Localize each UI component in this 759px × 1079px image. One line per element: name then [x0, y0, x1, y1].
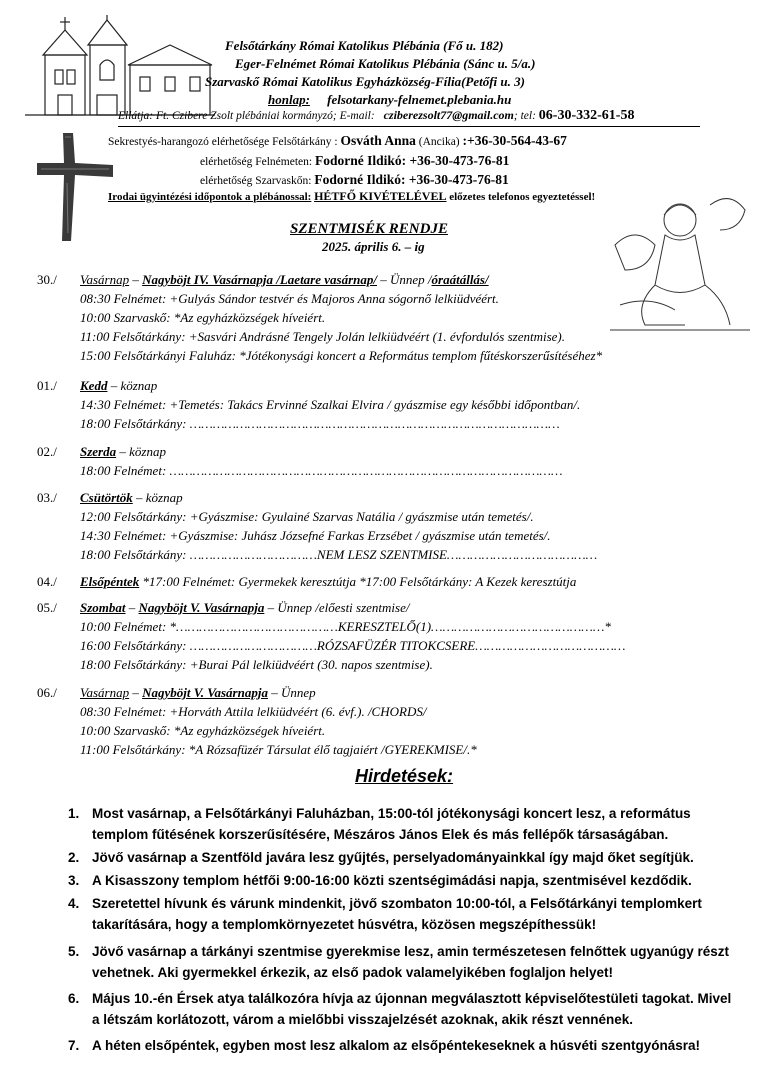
announcement-text: Most vasárnap, a Felsőtárkányi Faluházban, 15:00-tól jótékonysági koncert lesz, a református templom fűtésének korszerűsítésére, Mészáros János Elek és más fellépők társaságában. — [92, 806, 691, 842]
mass-line: 11:00 Felsőtárkány: +Sasvári Andrásné Tengely Jolán lelkiüdvéért (1. évfordulós szentmise). — [80, 329, 565, 344]
schedule-subtitle: 2025. április 6. – ig — [322, 239, 425, 254]
header-line-2: Eger-Felnémet Római Katolikus Plébánia (Sánc u. 5/a.) — [235, 56, 536, 71]
announcement-number: 4. — [68, 896, 80, 911]
announcement-text: Szeretettel hívunk és várunk mindenkit, jövő szombaton 10:00-tól, a Felsőtárkányi templomkert takarítására, hogy a templomkörnyezetet húsvétra, közösen megszépíthessük! — [92, 896, 702, 932]
announcement-text: Jövő vasárnap a Szentföld javára lesz gyűjtés, perselyadományainkkal így majd őket segítjük. — [92, 850, 694, 865]
header-divider — [118, 126, 700, 127]
announcement-item — [68, 803, 738, 845]
mass-line: 15:00 Felsőtárkányi Faluház: *Jótékonysági koncert a Református templom fűtéskorszerűsítéséhez* — [80, 348, 603, 363]
office-hours — [108, 189, 595, 204]
day-note: óraátállás/ — [431, 272, 489, 287]
day-name: Szombat — [80, 600, 126, 615]
day-number: 01./ — [37, 378, 57, 393]
mass-line: 18:00 Felsőtárkány: ……………………………NEM LESZ SZENTMISE………………………………… — [80, 547, 598, 562]
contact-1-name: Osváth Anna — [340, 133, 416, 148]
day-heading — [80, 685, 316, 701]
prodigal-son-illustration — [610, 185, 750, 335]
day-heading — [80, 600, 410, 616]
contact-3-label: elérhetőség Szarvaskőn: — [200, 175, 312, 187]
homepage-label: honlap: — [268, 92, 310, 107]
mass-line: 10:00 Felnémet: *……………………………………KERESZTELŐ(1)………………………………………* — [80, 619, 611, 634]
day-sep: – — [129, 272, 143, 287]
contact-2-value: Fodorné Ildikó: +36-30-473-76-81 — [314, 153, 510, 168]
day-sep: – — [125, 600, 139, 615]
announcements-title: Hirdetések: — [355, 766, 454, 786]
day-number: 05./ — [37, 600, 57, 615]
announcement-number: 7. — [68, 1038, 80, 1053]
mass-line: 18:00 Felsőtárkány: +Burai Pál lelkiüdvéért (30. napos szentmise). — [80, 657, 433, 672]
day-feast: Nagyböjt V. Vasárnapja — [142, 685, 268, 700]
day-name: Vasárnap — [80, 685, 130, 700]
announcement-number: 1. — [68, 806, 80, 821]
day-name: Vasárnap — [80, 272, 130, 287]
day-events: *17:00 Felnémet: Gyermekek keresztútja *17:00 Felsőtárkány: A Kezek keresztútja — [139, 574, 577, 589]
contact-1-label: Sekrestyés-harangozó elérhetősége Felsőtárkány : — [108, 136, 338, 148]
day-number: 04./ — [37, 574, 57, 589]
day-number: 30./ — [37, 272, 57, 287]
office-bold: HÉTFŐ KIVÉTELÉVEL — [314, 189, 447, 203]
admin-prefix: Ellátja: Ft. Czibere Zsolt plébániai kormányzó; E-mail: — [118, 110, 375, 122]
announcement-number: 2. — [68, 850, 80, 865]
homepage-link[interactable]: felsotarkany-felnemet.plebania.hu — [327, 92, 512, 107]
day-sep: – — [129, 685, 143, 700]
admin-email[interactable]: cziberezsolt77@gmail.com — [383, 108, 514, 122]
homepage-line — [268, 92, 511, 108]
announcement-item — [68, 893, 738, 935]
announcement-text: A héten elsőpéntek, egyben most lesz alkalom az elsőpéntekeseknek a húsvéti szentgyónásra! — [92, 1038, 700, 1053]
mass-line: 11:00 Felsőtárkány: *A Rózsafüzér Társulat élő tagjaiért /GYEREKMISE/.* — [80, 742, 477, 757]
announcement-text: Jövő vasárnap a tárkányi szentmise gyerekmise lesz, amin természetesen felnőttek ugyanúgy részt vehetnek. Aki gyermekkel érkezik, az első padok valamelyikében foglaljon helyet! — [92, 944, 730, 980]
mass-line: 18:00 Felsőtárkány: …………………………………………………………………………………… — [80, 416, 560, 431]
day-heading — [80, 444, 166, 460]
announcement-text: A Kisasszony templom hétfői 9:00-16:00 közti szentségimádási napja, szentmisével kezdődik. — [92, 873, 692, 888]
contact-sacristan — [108, 133, 567, 149]
schedule-title: SZENTMISÉK RENDJE — [290, 221, 448, 237]
day-feast: Nagyböjt IV. Vasárnapja /Laetare vasárnap/ — [142, 272, 377, 287]
day-heading — [80, 490, 183, 506]
office-post: előzetes telefonos egyeztetéssel! — [446, 191, 596, 203]
admin-phone: 06-30-332-61-58 — [538, 108, 635, 123]
header-line-3: Szarvaskő Római Katolikus Egyházközség-Fília(Petőfi u. 3) — [205, 74, 525, 89]
contact-2-label: elérhetőség Felnémeten: — [200, 156, 313, 168]
announcement-number: 5. — [68, 944, 80, 959]
day-type: – Ünnep — [267, 685, 316, 700]
announcement-text: Május 10.-én Érsek atya találkozóra hívja az újonnan megválasztott képviselőtestületi tagokat. Mivel a létszám korlátozott, várom a mielőbbi visszajelzését azoknak, akik részt vennének. — [92, 991, 732, 1027]
mass-line: 10:00 Szarvaskő: *Az egyházközségek híveiért. — [80, 310, 326, 325]
mass-line: 14:30 Felnémet: +Gyászmise: Juhász Józsefné Farkas Erzsébet / gyászmise után temetés/. — [80, 528, 551, 543]
day-feast: Nagyböjt V. Vasárnapja — [138, 600, 265, 615]
mass-line: 08:30 Felnémet: +Horváth Attila lelkiüdvéért (6. évf.). /CHORDS/ — [80, 704, 427, 719]
announcement-item — [68, 847, 738, 868]
mass-line: 18:00 Felnémet: ………………………………………………………………………………………… — [80, 463, 563, 478]
day-number: 06./ — [37, 685, 57, 700]
cross-icon — [35, 133, 115, 243]
church-illustration — [25, 15, 215, 120]
announcement-item — [68, 941, 738, 983]
announcement-number: 6. — [68, 991, 80, 1006]
contact-3-value: Fodorné Ildikó: +36-30-473-76-81 — [314, 172, 509, 187]
day-type: – Ünnep / — [377, 272, 432, 287]
header-line-1: Felsőtárkány Római Katolikus Plébánia (Fő u. 182) — [225, 38, 504, 53]
contact-1-phone: :+36-30-564-43-67 — [462, 133, 567, 148]
mass-line: 08:30 Felnémet: +Gulyás Sándor testvér és Majoros Anna sógornő lelkiüdvéért. — [80, 291, 499, 306]
day-number: 03./ — [37, 490, 57, 505]
day-name: Csütörtök — [80, 490, 133, 505]
day-number: 02./ — [37, 444, 57, 459]
mass-line: 12:00 Felsőtárkány: +Gyászmise: Gyulainé Szarvas Natália / gyászmise után temetés/. — [80, 509, 534, 524]
contact-szarvasko — [200, 172, 509, 188]
day-type: – köznap — [132, 490, 183, 505]
day-heading — [80, 378, 157, 394]
announcement-number: 3. — [68, 873, 80, 888]
day-type: – köznap — [107, 378, 158, 393]
announcement-item — [68, 988, 738, 1030]
contact-felnemet — [200, 153, 509, 169]
day-name: Elsőpéntek — [80, 574, 140, 589]
admin-tel-label: ; tel: — [513, 110, 536, 122]
day-heading — [80, 272, 489, 288]
announcement-item — [68, 1035, 738, 1056]
day-type: – köznap — [116, 444, 166, 459]
admin-line — [118, 108, 634, 124]
announcement-item — [68, 870, 738, 891]
day-name: Szerda — [80, 444, 117, 459]
office-pre: Irodai ügyintézési időpontok a plébánossal: — [108, 191, 312, 203]
day-type: – Ünnep /előesti szentmise/ — [264, 600, 410, 615]
mass-line: 10:00 Szarvaskő: *Az egyházközségek híveiért. — [80, 723, 326, 738]
day-name: Kedd — [80, 378, 108, 393]
day-heading — [80, 574, 576, 590]
mass-line: 14:30 Felnémet: +Temetés: Takács Ervinné Szalkai Elvira / gyászmise egy későbbi időpontban/. — [80, 397, 581, 412]
mass-line: 16:00 Felsőtárkány: ……………………………RÓZSAFÜZÉR TITOKCSERE………………………………… — [80, 638, 626, 653]
contact-1-nick: (Ancika) — [418, 136, 460, 148]
